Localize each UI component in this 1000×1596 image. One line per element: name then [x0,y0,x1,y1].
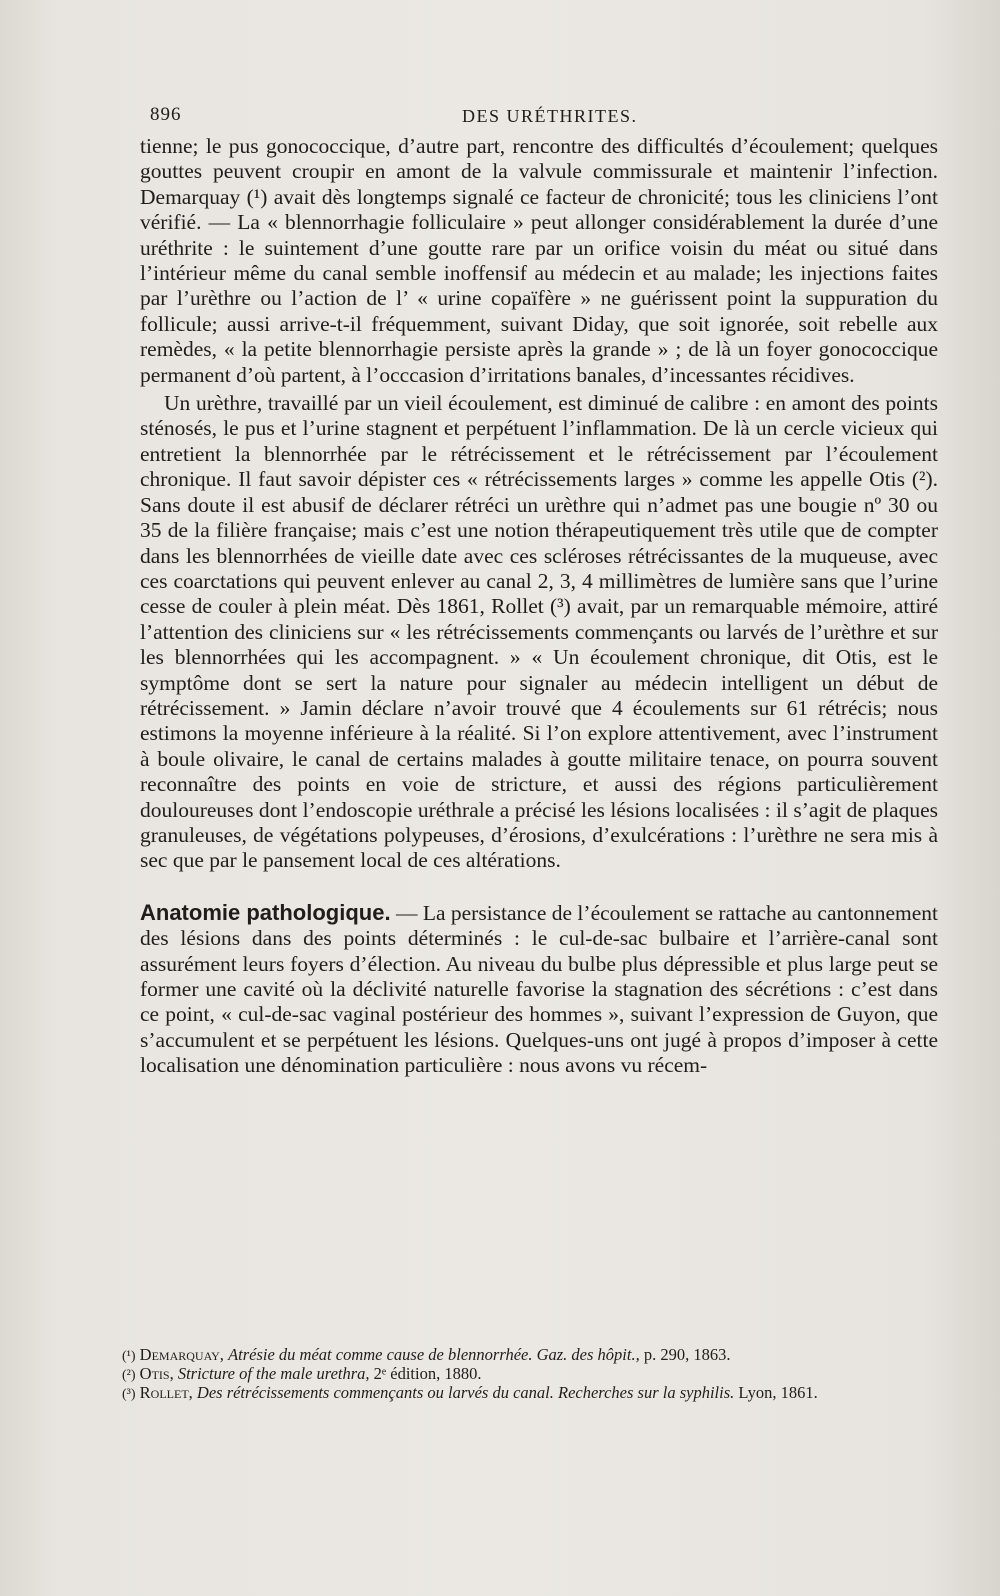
footnote-author: Demarquay, [139,1345,224,1364]
footnote-author: Rollet, [139,1383,193,1402]
paragraph-1: tienne; le pus gonococcique, d’autre part, rencontre des difficultés d’écoulement; quelques gouttes peuvent croupir en amont de la valvule commissurale et maintenir l’infection. Demarquay (¹) avait dès longtemps signalé ce facteur de chronicité; tous les cliniciens l’ont vérifié. — La « blennorrhagie folliculaire » peut allonger considérablement la durée d’une uréthrite : le suintement d’une goutte rare par un orifice voisin du méat ou situé dans l’intérieur même du canal semble inoffensif au médecin et au malade; les injections faites par l’urèthre ou l’action de l’ « urine copaïfère » ne guérissent point la suppuration du follicule; aussi arrive-t-il fréquemment, suivant Diday, que soit ignorée, soit rebelle aux remèdes, « la petite blennorrhagie persiste après la grande » ; de là un foyer gonococcique permanent d’où partent, à l’occcasion d’irritations banales, d’incessantes récidives. [140,134,938,387]
paragraph-3 [140,900,938,1079]
footnote-mark: (²) [122,1368,136,1383]
footnote-mark: (³) [122,1387,136,1402]
footnote-title: Atrésie du méat comme cause de blennorrhée. Gaz. des hôpit., [228,1345,640,1364]
paragraph-3-text: — La persistance de l’écoulement se rattache au cantonnement des lésions dans des points déterminés : le cul-de-sac bulbaire et l’arrière-canal sont assurément leurs foyers d’élection. Au niveau du bulbe plus dépressible et plus large peut se former une cavité où la déclivité naturelle favorise la stagnation des sécrétions : c’est dans ce point, « cul-de-sac vaginal postérieur des hommes », suivant l’expression de Guyon, que s’accumulent et se perpétuent les lésions. Quelques-uns ont jugé à propos d’imposer à cette localisation une dénomination particulière : nous avons vu récem- [140,900,938,1078]
main-text [140,134,938,1079]
footnote-1 [122,1346,934,1365]
paragraph-2: Un urèthre, travaillé par un vieil écoulement, est diminué de calibre : en amont des points sténosés, le pus et l’urine stagnent et perpétuent l’inflammation. De là un cercle vicieux qui entretient la blennorrhée par le rétrécissement et le rétrécissement par l’écoulement chronique. Il faut savoir dépister ces « rétrécissements larges » comme les appelle Otis (²). Sans doute il est abusif de déclarer rétréci un urèthre qui n’admet pas une bougie nº 30 ou 35 de la filière française; mais c’est une notion thérapeutiquement très utile que de compter dans les blennorrhées de vieille date avec ces scléroses rétrécissantes de la muqueuse, avec ces coarctations qui peuvent enlever au canal 2, 3, 4 millimètres de lumière sans que l’urine cesse de couler à plein méat. Dès 1861, Rollet (³) avait, par un remarquable mémoire, attiré l’attention des cliniciens sur « les rétrécissements commençants ou larvés de l’urèthre et sur les blennorrhées qui les accompagnent. » « Un écoulement chronique, dit Otis, est le symptôme dont se sert la nature pour signaler au médecin intelligent un début de rétrécissement. » Jamin déclare n’avoir trouvé que 4 écoulements sur 61 rétrécis; nous estimons la moyenne inférieure à la réalité. Si l’on explore attentivement, avec l’instrument à boule olivaire, le canal de certains malades à goutte militaire tenace, on pourra souvent reconnaître des points en voie de stricture, et aussi des régions particulièrement douloureuses dont l’endoscopie uréthrale a précisé les lésions localisées : il s’agit de plaques granuleuses, de végétations polypeuses, d’érosions, d’exulcérations : l’urèthre ne sera mis à sec que par le pansement local de ces altérations. [140,391,938,873]
footnote-title: Des rétrécissements commençants ou larvés du canal. Recherches sur la syphilis. [196,1383,735,1402]
footnote-author: Otis, [139,1364,174,1383]
footnote-title: Stricture of the male urethra, [177,1364,370,1383]
running-title: DES URÉTHRITES. [462,106,638,126]
section-heading: Anatomie pathologique. [140,899,391,925]
footnote-mark: (¹) [122,1349,136,1364]
footnote-rest: Lyon, 1861. [734,1383,818,1402]
page-number: 896 [150,104,182,125]
footnote-rest: p. 290, 1863. [639,1345,731,1364]
footnote-3 [122,1384,934,1403]
footnotes [122,1346,934,1403]
footnote-rest: 2ᵉ édition, 1880. [369,1364,482,1383]
footnote-2 [122,1365,934,1384]
